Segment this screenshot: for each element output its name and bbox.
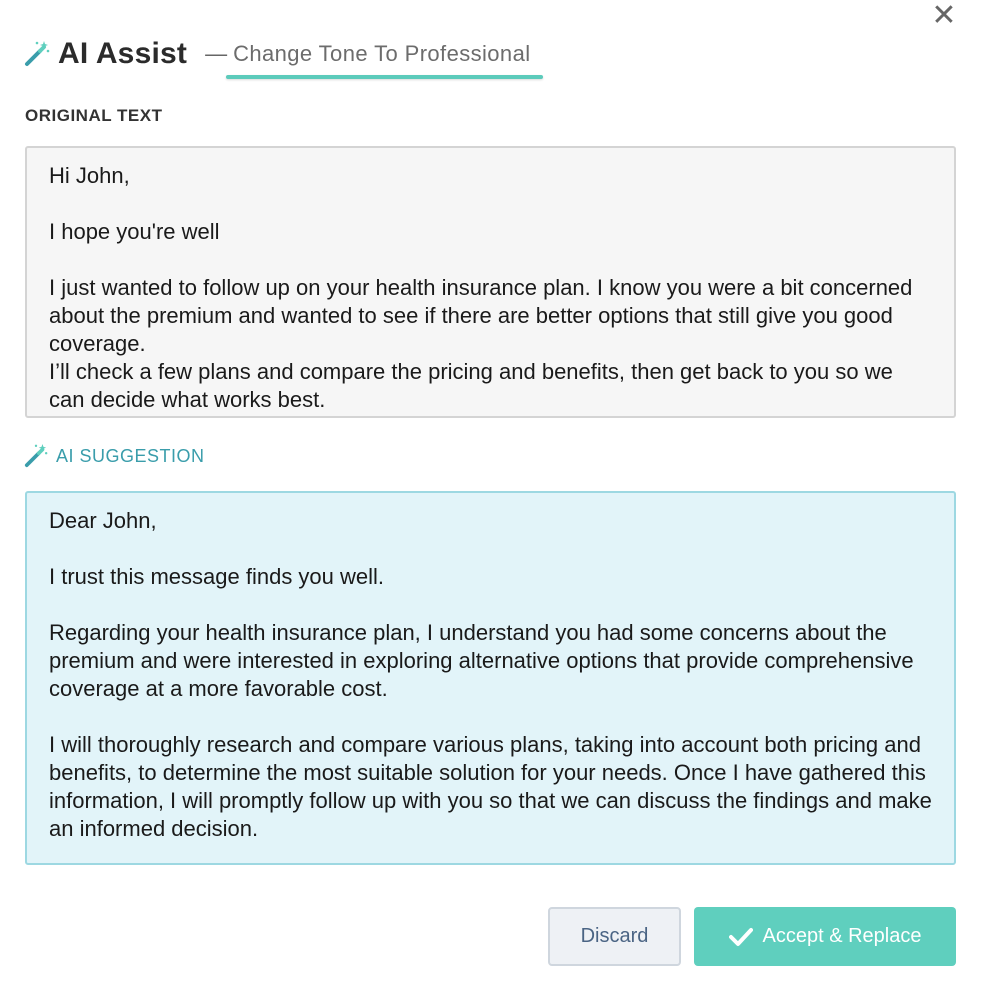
ai-suggestion-label: AI SUGGESTION (56, 445, 205, 466)
original-paragraph: Hi John, (49, 163, 130, 188)
suggestion-paragraph: I trust this message finds you well. (49, 564, 385, 589)
discard-button-label: Discard (580, 925, 649, 947)
close-icon: ✕ (931, 0, 957, 33)
discard-button[interactable] (548, 907, 681, 966)
checkmark-icon (729, 927, 753, 947)
original-paragraph: I just wanted to follow up on your health insurance plan. I know you were a bit concerned about the premium and wanted to see if there are better options that still give you good coverage. I’ll check a few plans and compare the pricing and benefits, then get back to you so we can decide what works best. (49, 275, 913, 412)
suggestion-paragraph: I will thoroughly research and compare various plans, taking into account both pricing and benefits, to determine the most suitable solution for your needs. Once I have gathered this information, I will promptly follow up with you so that we can discuss the findings and make an informed decision. (49, 732, 932, 841)
suggestion-paragraph: Regarding your health insurance plan, I understand you had some concerns about the premium and were interested in exploring alternative options that provide comprehensive coverage at a more favorable cost. (49, 620, 914, 701)
magic-wand-icon (24, 444, 48, 468)
magic-wand-icon (24, 41, 50, 67)
title-separator: — (205, 41, 228, 66)
suggestion-paragraph: Dear John, (49, 508, 157, 533)
original-paragraph: I hope you're well (49, 219, 220, 244)
subtitle-underline (226, 75, 542, 79)
original-text-label: ORIGINAL TEXT (25, 106, 163, 125)
accept-replace-label: Accept & Replace (762, 925, 922, 947)
close-button[interactable] (930, 0, 958, 33)
tone-subtitle-wrap (233, 41, 530, 67)
ai-suggestion-box[interactable] (25, 491, 956, 865)
accept-replace-button[interactable] (694, 907, 956, 966)
dialog-header (24, 34, 531, 74)
dialog-title: AI Assist (58, 37, 188, 70)
ai-suggestion-header (24, 444, 205, 468)
original-text-box[interactable] (25, 146, 956, 418)
tone-subtitle: Change Tone To Professional (233, 41, 531, 66)
